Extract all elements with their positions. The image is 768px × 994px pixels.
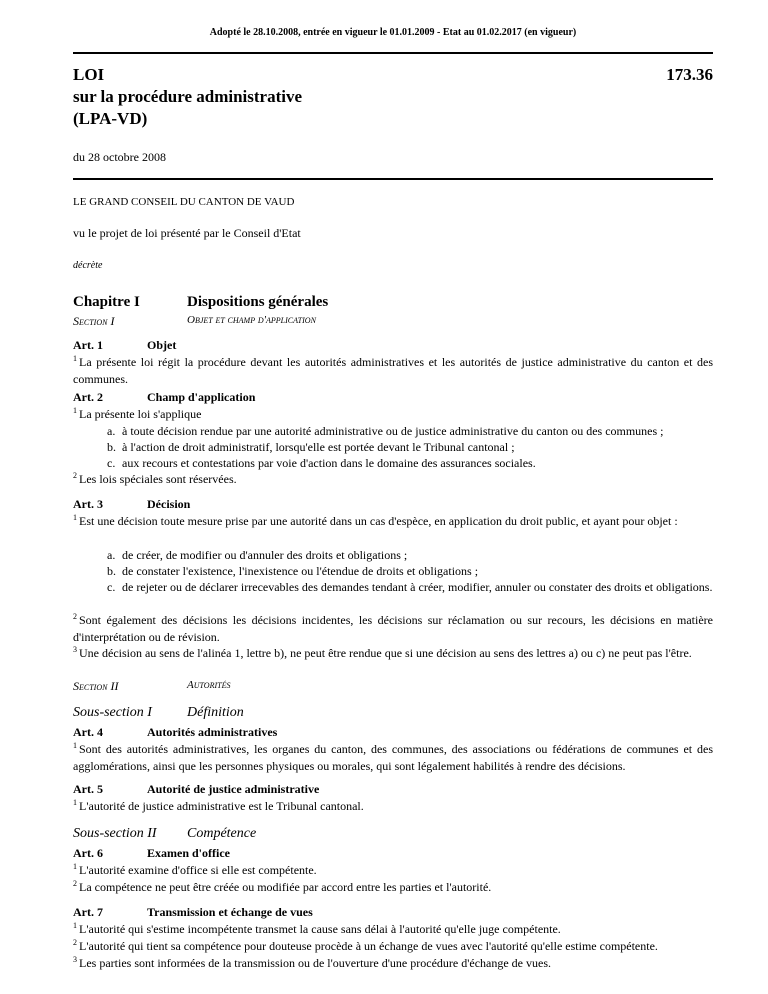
subsection-title: Définition [187, 705, 244, 720]
paragraph [73, 612, 713, 645]
paragraph [73, 879, 713, 896]
paragraph-number: 3 [73, 645, 77, 654]
article-label: Art. 2 [73, 390, 103, 404]
paragraph-text: L'autorité qui s'estime incompétente transmet la cause sans délai à l'autorité qu'elle juge compétente. [79, 922, 561, 936]
title-rule [73, 178, 713, 180]
law-date: du 28 octobre 2008 [73, 150, 166, 164]
article-title: Champ d'application [147, 390, 256, 404]
paragraph-number: 1 [73, 741, 77, 750]
article-title: Objet [147, 338, 177, 352]
article-label: Art. 4 [73, 725, 103, 739]
article-heading [73, 725, 278, 740]
law-number: 173.36 [666, 65, 713, 84]
paragraph-text: L'autorité de justice administrative est le Tribunal cantonal. [79, 799, 364, 813]
paragraph-text: L'autorité examine d'office si elle est compétente. [79, 863, 317, 877]
subsection-label: Sous-section II [73, 826, 157, 841]
subsection-title: Compétence [187, 826, 257, 841]
article-label: Art. 6 [73, 846, 103, 860]
paragraph-number: 1 [73, 921, 77, 930]
decree-text: décrète [73, 260, 103, 271]
article-label: Art. 3 [73, 497, 103, 511]
status-line: Adopté le 28.10.2008, entrée en vigueur le 01.01.2009 - Etat au 01.02.2017 (en vigueur) [209, 27, 577, 38]
law-title-line2: sur la procédure administrative [73, 87, 303, 106]
council-heading: LE GRAND CONSEIL DU CANTON DE VAUD [73, 196, 295, 208]
subsection-heading [73, 705, 244, 721]
article-heading [73, 905, 313, 920]
article-heading [73, 338, 177, 353]
law-title-block [73, 64, 713, 130]
paragraph-number: 1 [73, 354, 77, 363]
paragraph [73, 513, 713, 530]
paragraph [73, 741, 713, 774]
article-title: Décision [147, 497, 191, 511]
chapter-label: Chapitre I [73, 294, 140, 310]
article-heading [73, 782, 320, 797]
article-heading [73, 846, 230, 861]
paragraph-number: 2 [73, 879, 77, 888]
law-title-line1: LOI [73, 65, 105, 84]
paragraph [73, 645, 713, 662]
section-title: Autorités [187, 679, 231, 691]
article-title: Autorités administratives [147, 725, 278, 739]
paragraph-text: L'autorité qui tient sa compétence pour douteuse procède à un échange de vues avec l'autorité qu'elle estime compétente. [79, 939, 658, 953]
paragraph-text: Une décision au sens de l'alinéa 1, lettre b), ne peut être rendue que si une décision au sens des lettres a) ou c) ne peut pas l'être. [79, 646, 692, 660]
section-label: Section I [73, 314, 115, 328]
chapter-title: Dispositions générales [187, 294, 329, 310]
paragraph [73, 938, 713, 955]
paragraph-text: La présente loi s'applique [79, 407, 202, 421]
header-rule [73, 52, 713, 54]
paragraph [73, 862, 713, 879]
section-label: Section II [73, 679, 119, 693]
paragraph-number: 2 [73, 471, 77, 480]
paragraph [73, 798, 713, 815]
paragraph-text: La présente loi régit la procédure devant les autorités administratives et les autorités de justice administrative du canton et des communes. [73, 355, 713, 386]
paragraph-text: Les parties sont informées de la transmission ou de l'ouverture d'une procédure d'échange de vues. [79, 956, 552, 970]
article-title: Examen d'office [147, 846, 230, 860]
article-label: Art. 5 [73, 782, 103, 796]
article-title: Transmission et échange de vues [147, 905, 313, 919]
paragraph [73, 354, 713, 387]
article-heading [73, 497, 191, 512]
paragraph-number: 1 [73, 406, 77, 415]
paragraph [73, 921, 713, 938]
subsection-heading [73, 826, 257, 842]
paragraph [73, 471, 713, 488]
paragraph-text: Sont des autorités administratives, les organes du canton, des communes, des associations ou fédérations de communes et des agglomérations, ainsi que les personnes physiques ou morales, qui sont légalement habilités à rendre des décisions. [73, 742, 713, 773]
subsection-label: Sous-section I [73, 705, 152, 720]
considering-text: vu le projet de loi présenté par le Conseil d'Etat [73, 226, 301, 240]
paragraph-text: La compétence ne peut être créée ou modifiée par accord entre les parties et l'autorité. [79, 880, 492, 894]
paragraph-text: Sont également des décisions les décisions incidentes, les décisions sur réclamation ou sur recours, les décisions en matière d'interprétation ou de révision. [73, 613, 713, 644]
paragraph-number: 1 [73, 513, 77, 522]
paragraph-number: 1 [73, 862, 77, 871]
law-title-line3: (LPA-VD) [73, 109, 148, 128]
article-label: Art. 7 [73, 905, 103, 919]
paragraph [73, 955, 713, 972]
section-title: Objet et champ d'application [187, 314, 316, 326]
paragraph-number: 2 [73, 938, 77, 947]
paragraph [73, 406, 713, 423]
article-title: Autorité de justice administrative [147, 782, 320, 796]
paragraph-number: 2 [73, 612, 77, 621]
article-label: Art. 1 [73, 338, 103, 352]
paragraph-number: 3 [73, 955, 77, 964]
paragraph-text: Est une décision toute mesure prise par une autorité dans un cas d'espèce, en application du droit public, et ayant pour objet : [79, 514, 678, 528]
article-heading [73, 390, 256, 405]
paragraph-text: Les lois spéciales sont réservées. [79, 472, 237, 486]
paragraph-number: 1 [73, 798, 77, 807]
